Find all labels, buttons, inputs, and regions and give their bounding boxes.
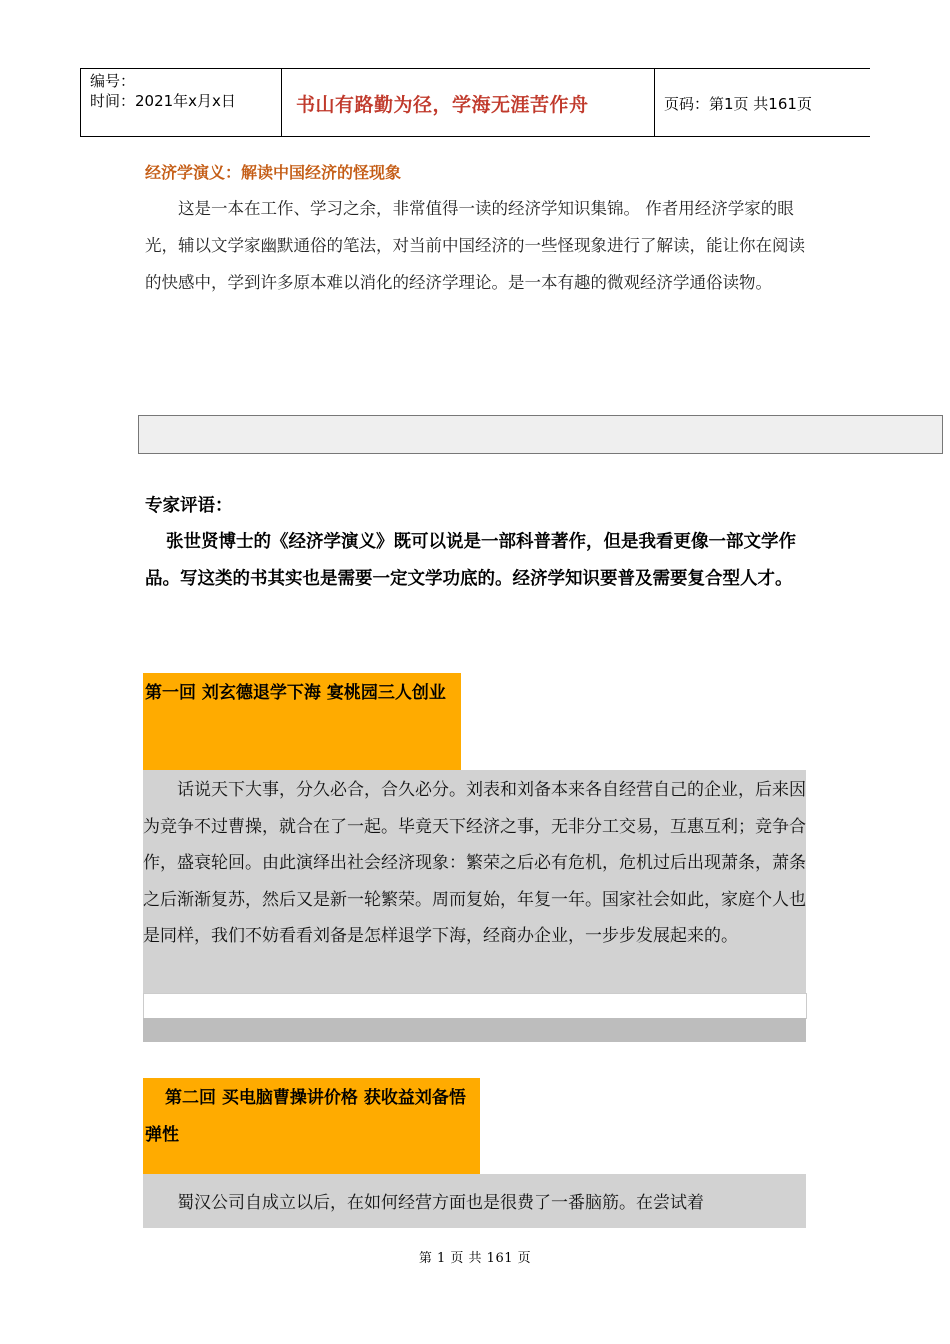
chapter-1-grey-bar [143, 1018, 806, 1042]
header-divider [281, 68, 282, 136]
document-date: 时间：2021年x月x日 [90, 92, 236, 110]
chapter-1-title: 第一回 刘玄德退学下海 宴桃园三人创业 [145, 683, 446, 703]
chapter-1-title-box [143, 673, 461, 770]
chapter-2-title-box [143, 1078, 480, 1174]
header-page-info: 页码：第1页 共161页 [664, 95, 812, 113]
document-number-label: 编号： [90, 72, 136, 90]
header-top-border [80, 68, 870, 69]
chapter-2-body [143, 1174, 806, 1222]
chapter-1-body [143, 770, 806, 955]
expert-comment [145, 524, 807, 598]
chapter-1-text-box [143, 770, 806, 993]
expert-comment-text: 张世贤博士的《经济学演义》既可以说是一部科普著作，但是我看更像一部文学作品。写这类的书其实也是需要一定文学功底的。经济学知识要普及需要复合型人才。 [145, 532, 796, 589]
expert-heading: 专家评语： [145, 496, 233, 516]
document-title: 经济学演义：解读中国经济的怪现象 [145, 163, 402, 182]
chapter-2-text: 蜀汉公司自成立以后，在如何经营方面也是很费了一番脑筋。在尝试着 [177, 1193, 704, 1213]
intro-paragraph [145, 190, 807, 301]
chapter-2-text-box [143, 1174, 806, 1228]
header-bottom-border [80, 136, 870, 137]
intro-text: 这是一本在工作、学习之余，非常值得一读的经济学知识集锦。 作者用经济学家的眼光，辅以文学家幽默通俗的笔法，对当前中国经济的一些怪现象进行了解读，能让你在阅读的快感中，学到许多原本难以消化的经济学理论。是一本有趣的微观经济学通俗读物。 [145, 199, 805, 292]
empty-grey-box [138, 415, 943, 454]
header-motto: 书山有路勤为径，学海无涯苦作舟 [296, 94, 589, 116]
chapter-2-title: 第二回 买电脑曹操讲价格 获收益刘备悟弹性 [145, 1088, 466, 1145]
header-divider [80, 68, 81, 136]
header-divider [654, 68, 655, 136]
chapter-1-text: 话说天下大事，分久必合，合久必分。刘表和刘备本来各自经营自己的企业，后来因为竞争不过曹操，就合在了一起。毕竟天下经济之事，无非分工交易，互惠互利；竞争合作，盛衰轮回。由此演绎出社会经济现象：繁荣之后必有危机，危机过后出现萧条，萧条之后渐渐复苏，然后又是新一轮繁荣。周而复始，年复一年。国家社会如此，家庭个人也是同样，我们不妨看看刘备是怎样退学下海，经商办企业，一步步发展起来的。 [143, 780, 806, 946]
chapter-1-spacer [143, 993, 807, 1019]
page-footer: 第 1 页 共 161 页 [418, 1251, 532, 1266]
